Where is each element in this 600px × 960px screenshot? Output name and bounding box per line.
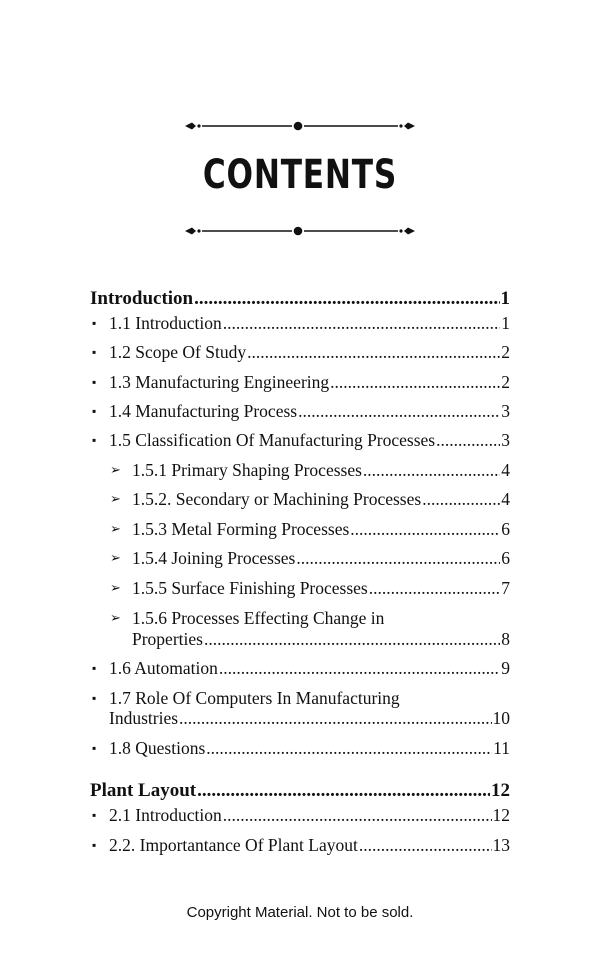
toc-page-number: 6 — [501, 548, 510, 568]
toc-item-2-2[interactable] — [109, 835, 510, 856]
toc-page-number: 13 — [492, 835, 510, 855]
arrow-bullet-icon: ➢ — [110, 581, 121, 596]
dot-leader — [369, 578, 501, 599]
copyright-footer: Copyright Material. Not to be sold. — [186, 904, 414, 921]
toc-page-number: 9 — [501, 658, 510, 678]
toc-chapter-title: Plant Layout — [90, 780, 197, 801]
dot-leader — [330, 372, 500, 393]
toc-page-number: 10 — [492, 708, 510, 728]
toc-item-1-5-1[interactable] — [132, 460, 510, 481]
toc-item-text: 1.6 Automation — [109, 658, 218, 678]
toc-page-number: 3 — [501, 430, 510, 450]
bullet-icon: ▪ — [92, 404, 97, 418]
page-title: CONTENTS — [202, 152, 398, 198]
dot-leader — [298, 401, 500, 422]
toc-item-text: 1.5 Classification Of Manufacturing Processes — [109, 430, 436, 450]
toc-item-text: 1.4 Manufacturing Process — [109, 401, 298, 421]
dot-leader — [247, 342, 500, 363]
bullet-icon: ▪ — [92, 345, 97, 359]
toc-item-1-5[interactable] — [109, 430, 510, 451]
bullet-icon: ▪ — [92, 375, 97, 389]
toc-item-text: 1.5.5 Surface Finishing Processes — [132, 578, 368, 598]
bullet-icon: ▪ — [92, 433, 97, 447]
toc-item-text: 1.5.4 Joining Processes — [132, 548, 296, 568]
bullet-icon: ▪ — [92, 838, 97, 852]
toc-item-text: 2.1 Introduction — [109, 805, 222, 825]
toc-item-1-5-4[interactable] — [132, 548, 510, 569]
toc-item-1-5-2[interactable] — [132, 489, 510, 510]
dot-leader — [197, 780, 490, 801]
toc-item-text: 1.8 Questions — [109, 738, 206, 758]
toc-item-1-6[interactable] — [109, 658, 510, 679]
bullet-icon: ▪ — [92, 691, 97, 705]
toc-item-1-4[interactable] — [109, 401, 510, 422]
dot-leader — [223, 805, 492, 826]
toc-page-number: 3 — [501, 401, 510, 421]
toc-item-text-line1[interactable]: 1.7 Role Of Computers In Manufacturing — [109, 688, 400, 708]
arrow-bullet-icon: ➢ — [110, 551, 121, 566]
dot-leader — [359, 835, 492, 856]
toc-item-1-3[interactable] — [109, 372, 510, 393]
dot-leader — [422, 489, 500, 510]
toc-chapter-introduction[interactable] — [90, 288, 510, 309]
arrow-bullet-icon: ➢ — [110, 492, 121, 507]
toc-item-1-2[interactable] — [109, 342, 510, 363]
toc-page-number: 12 — [491, 780, 510, 801]
toc-chapter-plant-layout[interactable] — [90, 780, 510, 801]
toc-chapter-title: Introduction — [90, 288, 194, 309]
toc-page-number: 7 — [501, 578, 510, 598]
toc-page-number: 6 — [501, 519, 510, 539]
toc-item-1-8[interactable] — [109, 738, 510, 759]
toc-item-text: 1.5.3 Metal Forming Processes — [132, 519, 350, 539]
dot-leader — [350, 519, 500, 540]
dot-leader — [206, 738, 492, 759]
toc-item-text-line1[interactable]: 1.5.6 Processes Effecting Change in — [132, 608, 385, 628]
dot-leader — [179, 708, 491, 729]
toc-item-1-5-5[interactable] — [132, 578, 510, 599]
toc-page-number: 12 — [492, 805, 510, 825]
toc-item-text: 1.1 Introduction — [109, 313, 222, 333]
toc-page-number: 1 — [501, 313, 510, 333]
toc-page-number: 2 — [501, 342, 510, 362]
dot-leader — [363, 460, 500, 481]
toc-item-1-7[interactable] — [109, 708, 510, 729]
bullet-icon: ▪ — [92, 808, 97, 822]
dot-leader — [296, 548, 500, 569]
toc-page-number: 2 — [501, 372, 510, 392]
dot-leader — [204, 629, 500, 650]
toc-item-1-5-6[interactable] — [132, 629, 510, 650]
bullet-icon: ▪ — [92, 316, 97, 330]
bullet-icon: ▪ — [92, 741, 97, 755]
toc-item-1-1[interactable] — [109, 313, 510, 334]
toc-item-2-1[interactable] — [109, 805, 510, 826]
toc-item-text-line2: Industries — [109, 708, 179, 728]
toc-page-number: 8 — [501, 629, 510, 649]
toc-page-number: 1 — [500, 288, 510, 309]
toc-item-text: 1.5.2. Secondary or Machining Processes — [132, 489, 422, 509]
dot-leader — [436, 430, 500, 451]
toc-item-text: 1.2 Scope Of Study — [109, 342, 247, 362]
toc-page-number: 4 — [501, 489, 510, 509]
dot-leader — [194, 288, 499, 309]
dot-leader — [219, 658, 500, 679]
arrow-bullet-icon: ➢ — [110, 611, 121, 626]
arrow-bullet-icon: ➢ — [110, 522, 121, 537]
dot-leader — [223, 313, 500, 334]
toc-item-1-5-3[interactable] — [132, 519, 510, 540]
toc-item-text: 1.3 Manufacturing Engineering — [109, 372, 330, 392]
toc-item-text: 1.5.1 Primary Shaping Processes — [132, 460, 362, 480]
toc-item-text-line2: Properties — [132, 629, 203, 649]
toc-page-number: 11 — [493, 738, 510, 758]
bullet-icon: ▪ — [92, 661, 97, 675]
arrow-bullet-icon: ➢ — [110, 463, 121, 478]
toc-page-number: 4 — [501, 460, 510, 480]
toc-item-text: 2.2. Importantance Of Plant Layout — [109, 835, 358, 855]
